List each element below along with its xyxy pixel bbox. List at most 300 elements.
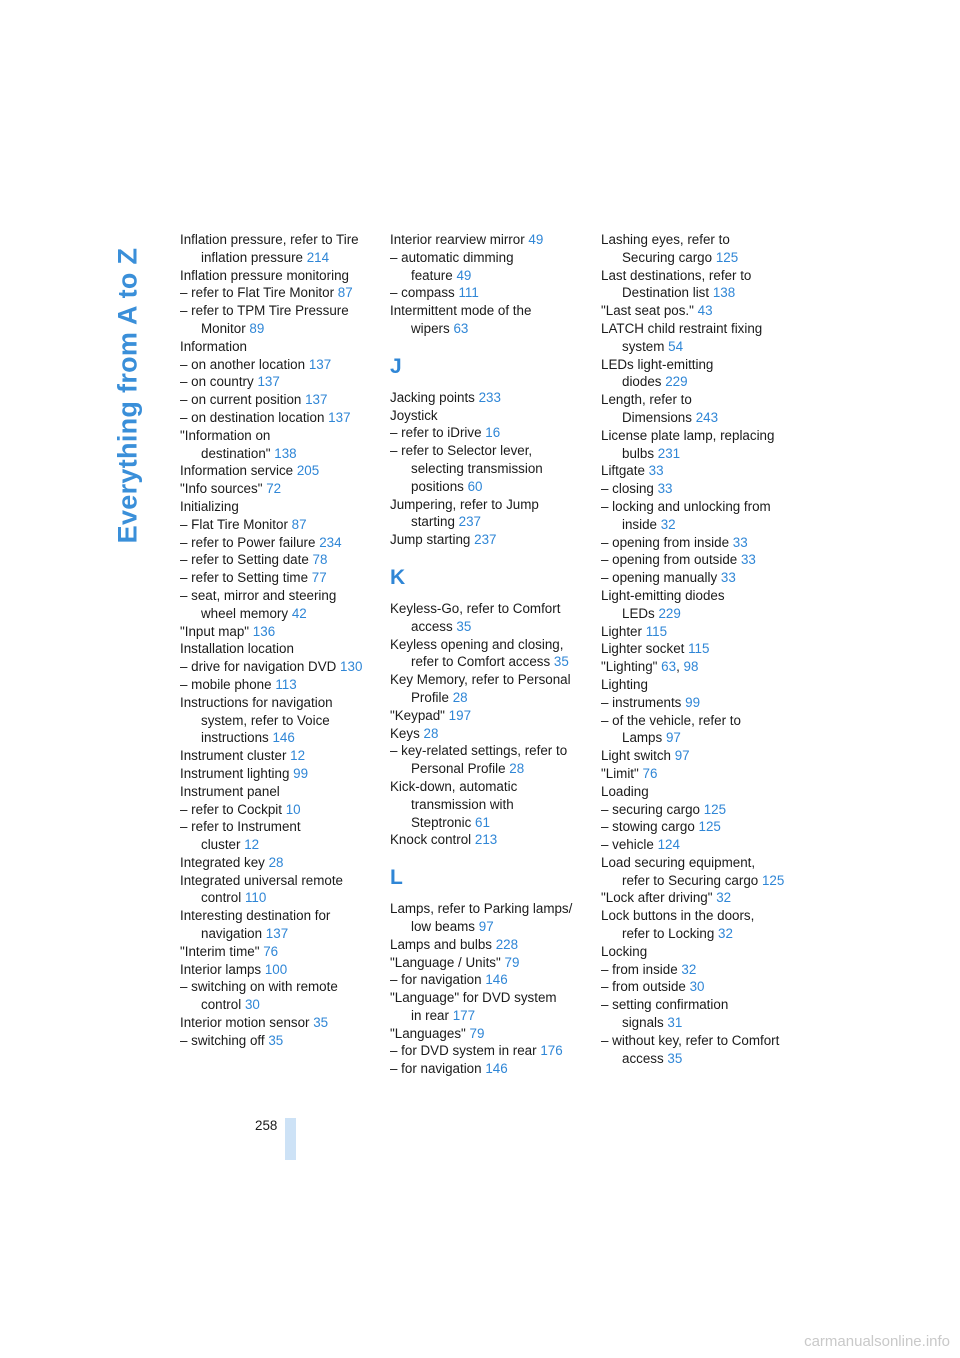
page-reference-link[interactable]: 205 [296,463,320,479]
index-entry-text: LATCH child restraint fixing [601,320,763,336]
index-entry-text: "Keypad" [390,707,445,723]
index-entry-text: – refer to Selector lever, [390,443,533,459]
index-entry [601,907,801,943]
index-entry-text: – refer to TPM Tire Pressure [180,303,349,319]
index-entry-text: selecting transmission [411,460,543,476]
index-entry [601,569,801,587]
page-reference-link[interactable]: 16 [485,425,501,441]
index-entry-text: "Languages" [390,1025,466,1041]
index-entry-text: Knock control [390,832,472,848]
page-reference-link[interactable]: 72 [266,481,282,497]
page-reference-link[interactable]: 136 [252,623,276,639]
index-entry-text: access 35 [622,1050,683,1066]
index-entry [180,623,380,641]
page-reference-link[interactable]: 54 [668,338,684,354]
page-reference-link[interactable]: 213 [474,832,498,848]
index-entry [601,231,801,267]
page-reference-link[interactable]: 97 [665,730,681,746]
index-entry [601,267,801,303]
index-entry [390,1042,590,1060]
index-entry-text: "Lighting" [601,659,658,675]
page-reference-link[interactable]: 137 [305,392,328,408]
index-entry-text: Integrated universal remote [180,872,344,888]
index-entry [601,996,801,1032]
index-entry [390,778,590,831]
index-entry [180,1032,380,1050]
index-entry-text: "Lock after driving" [601,890,713,906]
index-entry-text: – on destination location [180,409,325,425]
index-entry-text: – on current position [180,392,302,408]
index-entry [180,569,380,587]
page-reference-link[interactable]: 33 [720,570,736,586]
index-entry-text: Inflation pressure, refer to Tire [180,232,359,247]
index-entry [390,531,590,549]
index-entry-text: – securing cargo [601,801,700,817]
index-entry-text: Keys [390,725,420,741]
index-entry [601,712,801,748]
index-entry [390,636,590,672]
index-entry [180,551,380,569]
page-reference-link[interactable]: 214 [306,249,330,265]
index-entry [390,971,590,989]
footer-watermark: carmanualsonline.info [804,1333,950,1350]
index-entry-text: refer to Securing cargo 125 [622,872,785,888]
index-entry-text: Key Memory, refer to Personal [390,672,571,688]
page-reference-link[interactable]: 49 [528,232,544,247]
index-entry-text: diodes 229 [622,374,688,390]
index-entry-text: transmission with [411,796,514,812]
index-entry-text: "Last seat pos." [601,303,694,319]
index-entry-text: Installation location [180,641,294,657]
page-reference-link[interactable]: 12 [244,837,260,853]
index-entry [390,671,590,707]
page-reference-link[interactable]: 79 [469,1025,485,1041]
index-entry-text: access 35 [411,618,472,634]
index-entry-text: instructions 146 [201,730,295,746]
page-reference-link[interactable]: 35 [553,654,569,670]
page-reference-link[interactable]: 125 [715,249,739,265]
page-reference-link[interactable]: 234 [319,534,342,550]
page-reference-link[interactable]: 125 [761,872,785,888]
index-entry-text: Load securing equipment, [601,854,756,870]
page-reference-link[interactable]: 28 [509,761,525,777]
index-entry [180,516,380,534]
index-entry-text: – switching on with remote [180,979,338,995]
page-reference-link[interactable]: 115 [645,623,668,639]
page-reference-link[interactable]: 243 [695,409,719,425]
index-entry [601,356,801,392]
index-entry [180,801,380,819]
index-entry-text: Lighter socket [601,641,685,657]
index-column-2 [390,231,590,1078]
index-letter-heading: J [390,354,402,378]
index-entry-text: Loading [601,783,649,799]
page-reference-link[interactable]: 229 [658,605,681,621]
index-entry [390,249,590,285]
index-entry [601,1032,801,1068]
index-entry-text: – instruments [601,694,682,710]
index-entry-text: – vehicle [601,837,654,853]
page-reference-link[interactable]: 33 [648,463,664,479]
index-entry-text: Light switch [601,748,671,764]
index-entry [180,267,380,285]
page-reference-link[interactable]: 130 [340,659,363,675]
index-entry-text: Lighting [601,676,648,692]
page-reference-link[interactable]: 30 [244,997,260,1013]
index-entry [601,801,801,819]
page-reference-link[interactable]: 87 [291,516,307,532]
index-entry-text: Instrument lighting [180,765,290,781]
index-entry-text: navigation 137 [201,926,289,942]
index-entry [601,854,801,890]
index-entry-text: – refer to Cockpit [180,801,282,817]
index-entry-text: feature 49 [411,267,472,283]
page-reference-link[interactable]: 28 [268,854,284,870]
page-reference-link[interactable]: 32 [718,926,733,942]
index-entry [601,302,801,320]
index-entry-text: – key-related settings, refer to [390,743,568,759]
index-entry [180,480,380,498]
page-reference-link[interactable]: 113 [275,676,297,692]
page-reference-link[interactable]: 10 [285,801,301,817]
index-entry-text: – seat, mirror and steering [180,587,337,603]
index-entry [180,391,380,409]
page-reference-link[interactable]: 35 [313,1015,329,1031]
index-entry-text: refer to Comfort access 35 [411,654,569,670]
page-reference-link[interactable]: 42 [291,605,307,621]
index-entry-text: License plate lamp, replacing [601,427,775,443]
page-reference-link[interactable]: 35 [456,618,472,634]
page-reference-link[interactable]: 99 [293,765,309,781]
index-entry-text: bulbs 231 [622,445,681,461]
index-entry-text: – refer to Setting date [180,552,309,568]
index-entry [601,623,801,641]
index-entry-text: Dimensions 243 [622,409,719,425]
index-entry [180,498,380,516]
index-entry: "Lighting" 63, 98 [601,659,699,675]
page-reference-link[interactable]: 28 [452,689,468,705]
page-reference-link[interactable]: 146 [485,972,508,988]
index-entry [180,943,380,961]
page-reference-link[interactable]: 146 [485,1061,508,1077]
page-reference-link[interactable]: 228 [495,936,519,952]
index-entry [180,961,380,979]
index-entry [601,676,801,694]
index-entry-text: system, refer to Voice [201,712,330,728]
index-entry-text: – for navigation [390,972,482,988]
index-entry-text: cluster 12 [201,837,260,853]
index-entry [390,1060,590,1078]
index-entry [601,783,801,801]
page-reference-link[interactable]: 137 [257,374,280,390]
index-entry [180,872,380,908]
index-entry-text: – refer to iDrive [390,425,482,441]
page-reference-link[interactable]: 176 [540,1043,563,1059]
index-letter-heading: K [390,565,406,589]
page-reference-link[interactable]: 76 [642,765,658,781]
page-reference-link[interactable]: 33 [657,481,673,497]
index-entry-text: system 54 [622,338,684,354]
page-reference-link[interactable]: 43 [697,303,713,319]
page-reference-link[interactable]: 97 [674,748,690,764]
index-entry-text: – from inside [601,961,678,977]
page-reference-link[interactable]: 233 [478,389,501,405]
page-reference-link[interactable]: 100 [264,961,288,977]
index-entry [390,284,590,302]
index-entry-text: Monitor 89 [201,320,265,336]
index-entry-text: low beams 97 [411,918,494,934]
index-entry-text: Steptronic 61 [411,814,490,830]
index-entry-text: Information [180,338,247,354]
page-reference-link[interactable]: 77 [311,570,327,586]
page-reference-link[interactable]: 124 [657,837,680,853]
index-entry-text: Jacking points [390,389,475,405]
index-entry [390,442,590,495]
page-reference-link[interactable]: 237 [458,514,481,530]
index-entry [390,831,590,849]
index-entry [601,943,801,961]
index-entry [601,498,801,534]
page-reference-link[interactable]: 31 [667,1015,683,1031]
index-entry-text: – locking and unlocking from [601,498,771,514]
page-reference-link[interactable]: 138 [274,445,297,461]
index-entry-text: – compass [390,285,455,301]
index-entry [390,496,590,532]
index-entry-text: – for navigation [390,1061,482,1077]
index-entry-text: – refer to Power failure [180,534,316,550]
page-reference-link[interactable]: 33 [732,534,748,550]
page-reference-link[interactable]: 35 [667,1050,683,1066]
page-reference-link[interactable]: 32 [660,516,676,532]
index-entry-text: – opening from outside [601,552,738,568]
index-entry-text: Keyless opening and closing, [390,636,564,652]
index-entry-text: Jumpering, refer to Jump [390,496,539,512]
index-entry [601,747,801,765]
index-entry [180,1014,380,1032]
page-reference-link[interactable]: 32 [716,890,732,906]
index-entry [601,836,801,854]
index-entry-text: Jump starting [390,532,471,548]
page-reference-link[interactable]: 237 [474,532,497,548]
index-entry [180,818,380,854]
index-entry-text: Length, refer to [601,392,692,408]
index-entry [601,978,801,996]
index-entry [390,1025,590,1043]
index-entry [390,407,590,425]
index-entry [390,707,590,725]
index-entry-text: – from outside [601,979,686,995]
index-entry-text: Profile 28 [411,689,468,705]
index-entry [390,989,590,1025]
index-entry [601,694,801,712]
index-entry-text: "Info sources" [180,481,263,497]
index-entry-text: "Language" for DVD system [390,990,557,1006]
index-entry-text: – opening manually [601,570,718,586]
index-entry-text: – on another location [180,356,306,372]
index-entry-text: Kick-down, automatic [390,778,518,794]
index-entry-text: Interesting destination for [180,908,331,924]
index-entry-text: Initializing [180,498,239,514]
index-entry [180,409,380,427]
index-entry-text: LEDs 229 [622,605,681,621]
index-entry-text: – automatic dimming [390,249,514,265]
index-entry-text: – closing [601,481,654,497]
index-entry [390,302,590,338]
page-reference-link[interactable]: 98 [683,659,699,675]
page-reference-link[interactable]: 111 [458,285,479,301]
index-entry-text: in rear 177 [411,1007,476,1023]
page-reference-link[interactable]: 63 [661,659,677,675]
page-reference-link[interactable]: 177 [452,1007,476,1023]
index-entry [601,391,801,427]
index-entry-text: – refer to Setting time [180,570,309,586]
page-reference-link[interactable]: 49 [456,267,472,283]
index-entry [180,302,380,338]
index-entry [390,725,590,743]
index-entry [601,961,801,979]
index-entry-text: Lashing eyes, refer to [601,232,730,247]
index-entry-text: destination" 138 [201,445,297,461]
index-entry-text: Personal Profile 28 [411,761,525,777]
index-entry [390,936,590,954]
page-reference-link[interactable]: 231 [657,445,681,461]
index-entry-text: Lamps and bulbs [390,936,492,952]
index-entry-text: Interior lamps [180,961,262,977]
page-reference-link[interactable]: 60 [467,478,483,494]
index-entry-text: "Information on [180,427,271,443]
page-reference-link[interactable]: 229 [665,374,688,390]
side-title [108,230,148,560]
index-entry-text: "Language / Units" [390,954,501,970]
page-reference-link[interactable]: 115 [688,641,710,657]
index-entry [601,765,801,783]
page-reference-link[interactable]: 35 [268,1032,284,1048]
index-entry-text: – mobile phone [180,676,272,692]
index-entry-text: Integrated key [180,854,265,870]
page-reference-link[interactable]: 137 [265,926,289,942]
page-reference-link[interactable]: 32 [681,961,697,977]
index-entry-text: Instrument cluster [180,748,287,764]
page-reference-link[interactable]: 79 [504,954,520,970]
index-entry-text: Lock buttons in the doors, [601,908,755,924]
index-entry-text: Destination list 138 [622,285,736,301]
index-entry-text: – opening from inside [601,534,730,550]
page-reference-link[interactable]: 99 [685,694,701,710]
index-entry-text: LEDs light-emitting [601,356,714,372]
index-entry [180,978,380,1014]
index-entry-text: – on country [180,374,254,390]
index-entry-text: – setting confirmation [601,997,729,1013]
index-entry-text: – of the vehicle, refer to [601,712,741,728]
index-entry [180,534,380,552]
index-entry [180,747,380,765]
index-entry-text: signals 31 [622,1015,683,1031]
index-entry [390,742,590,778]
page-reference-link[interactable]: 61 [475,814,490,830]
index-entry-text: wheel memory 42 [201,605,307,621]
index-entry [180,231,380,267]
index-entry [390,600,590,636]
index-entry-text: Interior motion sensor [180,1015,310,1031]
index-entry [180,854,380,872]
index-entry [180,587,380,623]
page-reference-link[interactable]: 137 [328,409,351,425]
index-entry [601,551,801,569]
index-entry [601,889,801,907]
page-reference-link[interactable]: 146 [272,730,295,746]
index-entry [180,765,380,783]
index-entry-text: Keyless-Go, refer to Comfort [390,600,561,616]
page-reference-link[interactable]: 89 [249,320,265,336]
index-entry [180,658,380,676]
index-entry-text: Lamps, refer to Parking lamps/ [390,901,573,917]
index-entry [180,356,380,374]
index-entry [180,783,380,801]
page-reference-link[interactable]: 28 [423,725,439,741]
side-title-text: Everything from A to Z [112,247,143,543]
page-reference-link[interactable]: 110 [244,890,267,906]
page-reference-link[interactable]: 76 [263,943,279,959]
index-entry-text: inside 32 [622,516,676,532]
index-entry-text: "Input map" [180,623,250,639]
page-reference-link[interactable]: 97 [478,918,494,934]
index-entry [180,427,380,463]
index-column-3 [601,231,801,1067]
index-entry [180,462,380,480]
index-entry-text: control 30 [201,997,260,1013]
page-number: 258 [255,1118,278,1133]
index-entry-text: Liftgate [601,463,645,479]
page-reference-link[interactable]: 137 [308,356,332,372]
index-entry-text: – switching off [180,1032,265,1048]
index-entry-text: – stowing cargo [601,819,695,835]
index-entry-text: Joystick [390,407,438,423]
page-reference-link[interactable]: 125 [698,819,721,835]
page-reference-link[interactable]: 87 [337,285,353,301]
index-entry-text: Light-emitting diodes [601,587,725,603]
index-entry-text: "Limit" [601,765,639,781]
page-reference-link[interactable]: 125 [703,801,727,817]
index-entry [180,676,380,694]
index-entry [180,694,380,747]
index-entry [601,818,801,836]
page-reference-link[interactable]: 78 [312,552,328,568]
index-entry-text: – drive for navigation DVD [180,659,337,675]
page-reference-link[interactable]: 12 [290,748,306,764]
page-reference-link[interactable]: 30 [689,979,705,995]
index-entry [390,954,590,972]
index-entry-text: – for DVD system in rear [390,1043,537,1059]
page-reference-link[interactable]: 63 [453,320,469,336]
index-entry [180,640,380,658]
index-entry [601,534,801,552]
index-entry-text: control 110 [201,890,267,906]
index-entry-text: inflation pressure 214 [201,249,330,265]
page-reference-link[interactable]: 197 [448,707,472,723]
index-entry-text: positions 60 [411,478,483,494]
index-entry-text: Instrument panel [180,783,280,799]
index-entry [180,907,380,943]
index-entry [180,373,380,391]
index-entry-text: Instructions for navigation [180,694,333,710]
index-entry [601,640,801,658]
index-entry-text: – without key, refer to Comfort [601,1032,780,1048]
index-entry-text: Securing cargo 125 [622,249,739,265]
page-marker-bar [285,1118,296,1160]
index-entry [601,480,801,498]
page-reference-link[interactable]: 33 [740,552,756,568]
page-reference-link[interactable]: 138 [712,285,736,301]
